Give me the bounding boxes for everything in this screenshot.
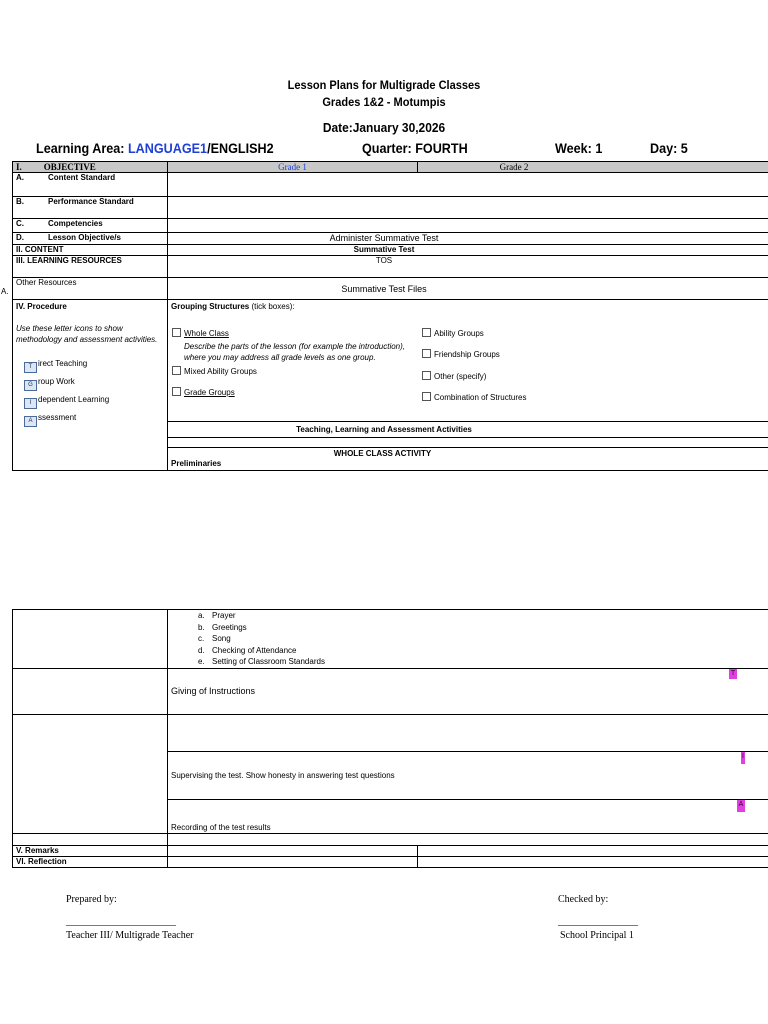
grouping-left-column [172, 328, 412, 397]
prelim-left-cell [13, 610, 168, 669]
reflection-grade1 [168, 856, 418, 867]
whole-class-activity: WHOLE CLASS ACTIVITY [333, 449, 432, 459]
direct-teaching-icon: T [24, 362, 37, 373]
whole-class-activity-cell [168, 448, 768, 471]
prepared-by-label: Prepared by: [66, 894, 117, 905]
week: Week: 1 [555, 140, 603, 156]
competencies-value [168, 219, 768, 233]
learning-area-label: Learning Area: [36, 140, 128, 156]
doc-date: Date:January 30,2026 [322, 120, 446, 135]
procedure-note: Use these letter icons to show methodology and assessment activities. [16, 324, 158, 344]
grouping-right-column [422, 328, 622, 403]
competencies-label: C. Competencies [13, 219, 168, 233]
prelim-item: e. Setting of Classroom Standards [198, 657, 325, 666]
content-standard-value [168, 173, 768, 197]
prelim-item: d. Checking of Attendance [198, 645, 297, 655]
doc-title: Lesson Plans for Multigrade Classes [287, 78, 481, 92]
supervising-cell [168, 751, 768, 799]
teaching-tag: T [730, 670, 736, 677]
performance-standard-label: B. Performance Standard [13, 197, 168, 219]
lesson-objectives-value: Administer Summative Test [168, 233, 768, 245]
other-groups-checkbox[interactable] [422, 371, 431, 380]
group-work-icon: G [24, 380, 37, 391]
other-resources-label: Other Resources [13, 278, 168, 300]
prelim-item: b. Greetings [198, 622, 247, 632]
procedure-label: IV. Procedure [16, 302, 67, 311]
other-resources-value: Summative Test Files [168, 278, 768, 300]
recording-cell [168, 799, 768, 833]
prelim-item: a. Prayer [198, 611, 236, 620]
prelim-list [168, 610, 768, 669]
combination-option[interactable]: Combination of Structures [422, 392, 622, 403]
grouping-structures-cell [168, 300, 768, 422]
summary-spacer-left [13, 833, 168, 845]
grade-groups-option[interactable]: Grade Groups [172, 387, 412, 397]
remarks-grade2 [418, 845, 768, 856]
other-resources-prefix: A. [1, 287, 9, 296]
grade2-header: Grade 2 [418, 162, 768, 173]
friendship-groups-option[interactable]: Friendship Groups [422, 349, 622, 360]
instructions-text: Giving of Instructions [171, 686, 256, 696]
ability-groups-option[interactable]: Ability Groups [422, 328, 622, 339]
test-left-cell [13, 714, 168, 833]
whole-class-description: Describe the parts of the lesson (for example the introduction), where you may address all grade levels as one group. [184, 342, 405, 362]
content-value: Summative Test [168, 245, 768, 256]
assessment-icon: A [24, 416, 37, 427]
assessment-tag: A [737, 800, 745, 812]
tla-header: Teaching, Learning and Assessment Activities [168, 421, 768, 437]
learning-area-value: LANGUAGE1 [127, 140, 208, 156]
prelim-item: c. Song [198, 634, 231, 643]
independent-learning-item: I dependent Learning [24, 391, 164, 409]
whole-class-checkbox[interactable] [172, 328, 181, 337]
objective-header: I. OBJECTIVE [13, 162, 168, 173]
quarter: Quarter: FOURTH [362, 140, 468, 156]
reflection-grade2 [418, 856, 768, 867]
performance-standard-value [168, 197, 768, 219]
procedure-cell [13, 300, 168, 471]
grade1-header: Grade 1 [168, 162, 418, 173]
supervising-text: Supervising the test. Show honesty in answering test questions [171, 770, 395, 780]
other-groups-option[interactable]: Other (specify) [422, 371, 622, 382]
preliminaries-label: Preliminaries [171, 459, 222, 469]
day: Day: 5 [650, 140, 688, 156]
independent-learning-icon: I [24, 398, 37, 409]
learning-area-rest: /ENGLISH2 [207, 140, 274, 156]
teacher-title: Teacher III/ Multigrade Teacher [66, 930, 194, 941]
whole-class-option[interactable]: Whole Class [172, 328, 412, 338]
summary-spacer-right [168, 833, 768, 845]
content-label: II. CONTENT [13, 245, 168, 256]
group-work-item: G roup Work [24, 373, 164, 391]
lesson-table-top [12, 161, 768, 471]
learning-resources-label: III. LEARNING RESOURCES [13, 256, 168, 278]
instructions-cell [168, 668, 768, 714]
checked-by-label: Checked by: [558, 894, 609, 905]
grouping-title: Grouping Structures (tick boxes): [171, 302, 295, 311]
friendship-groups-checkbox[interactable] [422, 349, 431, 358]
mixed-ability-option[interactable]: Mixed Ability Groups [172, 366, 412, 376]
method-icon-list [16, 355, 164, 427]
content-standard-label: A. Content Standard [13, 173, 168, 197]
lesson-objectives-label: D. Lesson Objective/s [13, 233, 168, 245]
learning-resources-value: TOS [168, 256, 768, 278]
teacher-signature-line: ______________________ [66, 916, 176, 927]
ability-groups-checkbox[interactable] [422, 328, 431, 337]
reflection-label: VI. Reflection [13, 856, 168, 867]
doc-subtitle: Grades 1&2 - Motumpis [322, 95, 446, 109]
tla-spacer [168, 438, 768, 448]
direct-teaching-item: T irect Teaching [24, 355, 164, 373]
test-spacer [168, 714, 768, 751]
remarks-label: V. Remarks [13, 845, 168, 856]
independent-tag: I [741, 752, 745, 764]
instructions-left-cell [13, 668, 168, 714]
assessment-item: A ssessment [24, 409, 164, 427]
principal-signature-line: ________________ [558, 916, 638, 927]
learning-area [36, 140, 274, 156]
principal-title: School Principal 1 [560, 930, 634, 941]
mixed-ability-checkbox[interactable] [172, 366, 181, 375]
combination-checkbox[interactable] [422, 392, 431, 401]
grade-groups-checkbox[interactable] [172, 387, 181, 396]
recording-text: Recording of the test results [171, 822, 271, 832]
remarks-grade1 [168, 845, 418, 856]
lesson-table-bottom [12, 609, 768, 868]
